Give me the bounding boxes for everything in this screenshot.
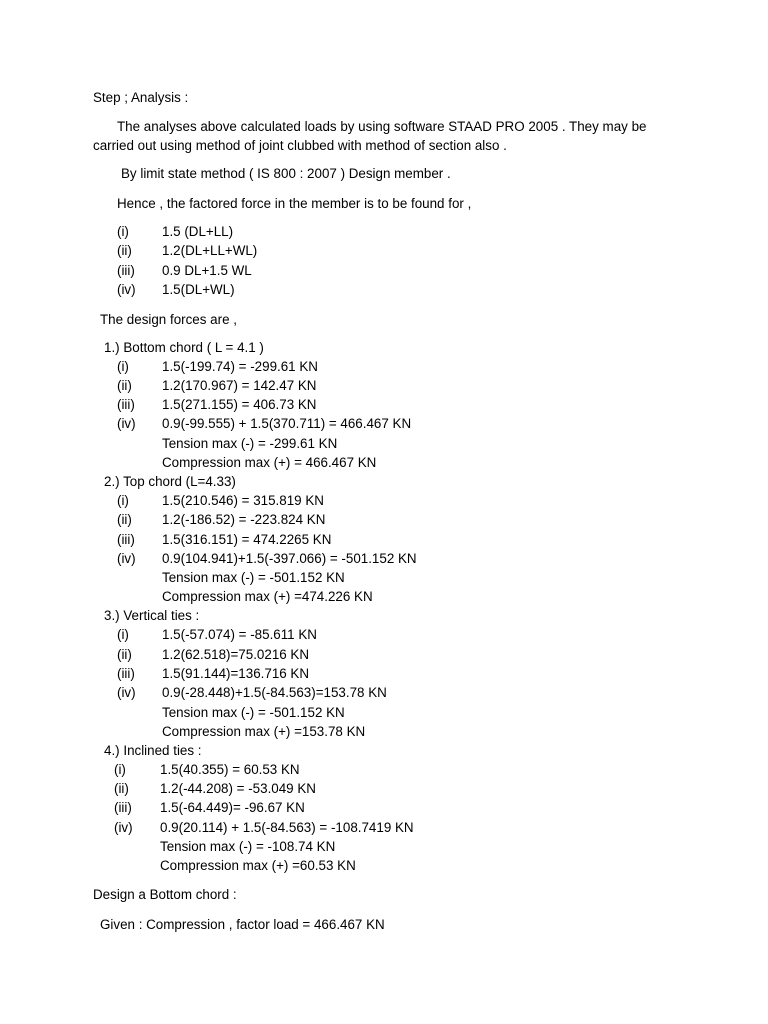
case-text: 1.5(-64.449)= -96.67 KN bbox=[160, 800, 305, 815]
case-number: (iii) bbox=[117, 532, 135, 547]
analysis-paragraph: The analyses above calculated loads by using software STAAD PRO 2005 . They may be carried out using method of joint clubbed with method of section also . bbox=[93, 119, 647, 153]
tension-max: Tension max (-) = -108.74 KN bbox=[160, 839, 336, 854]
case-text: 0.9(104.941)+1.5(-397.066) = -501.152 KN bbox=[162, 551, 417, 566]
load-combination-number: (ii) bbox=[117, 243, 132, 258]
case-number: (i) bbox=[114, 762, 126, 777]
case-number: (i) bbox=[117, 359, 129, 374]
given-line: Given : Compression , factor load = 466.467 KN bbox=[100, 917, 385, 932]
case-text: 1.2(170.967) = 142.47 KN bbox=[162, 378, 317, 393]
case-text: 0.9(-28.448)+1.5(-84.563)=153.78 KN bbox=[162, 685, 387, 700]
limit-state-line: By limit state method ( IS 800 : 2007 ) Design member . bbox=[121, 166, 451, 181]
member-title: 1.) Bottom chord ( L = 4.1 ) bbox=[104, 340, 264, 355]
load-combination-number: (iii) bbox=[117, 263, 135, 278]
case-number: (iv) bbox=[117, 551, 136, 566]
case-number: (i) bbox=[117, 627, 129, 642]
case-text: 0.9(20.114) + 1.5(-84.563) = -108.7419 KN bbox=[160, 820, 414, 835]
compression-max: Compression max (+) =153.78 KN bbox=[162, 724, 366, 739]
compression-max: Compression max (+) =60.53 KN bbox=[160, 858, 356, 873]
member-title: 2.) Top chord (L=4.33) bbox=[104, 474, 236, 489]
tension-max: Tension max (-) = -299.61 KN bbox=[162, 436, 338, 451]
case-number: (ii) bbox=[117, 647, 132, 662]
load-combination-text: 1.2(DL+LL+WL) bbox=[162, 243, 258, 258]
case-text: 0.9(-99.555) + 1.5(370.711) = 466.467 KN bbox=[162, 416, 412, 431]
case-number: (ii) bbox=[117, 378, 132, 393]
case-text: 1.2(-186.52) = -223.824 KN bbox=[162, 512, 326, 527]
step-heading: Step ; Analysis : bbox=[93, 90, 189, 105]
member-title: 3.) Vertical ties : bbox=[104, 608, 200, 623]
case-number: (iii) bbox=[117, 666, 135, 681]
design-forces-heading: The design forces are , bbox=[100, 312, 237, 327]
case-text: 1.5(40.355) = 60.53 KN bbox=[160, 762, 300, 777]
case-number: (ii) bbox=[114, 781, 129, 796]
case-text: 1.5(210.546) = 315.819 KN bbox=[162, 493, 324, 508]
tension-max: Tension max (-) = -501.152 KN bbox=[162, 705, 345, 720]
load-combination-text: 1.5 (DL+LL) bbox=[162, 224, 234, 239]
compression-max: Compression max (+) = 466.467 KN bbox=[162, 455, 377, 470]
load-combination-text: 0.9 DL+1.5 WL bbox=[162, 263, 252, 278]
case-number: (iv) bbox=[117, 685, 136, 700]
hence-line: Hence , the factored force in the member is to be found for , bbox=[117, 196, 472, 211]
case-text: 1.5(316.151) = 474.2265 KN bbox=[162, 532, 332, 547]
case-number: (i) bbox=[117, 493, 129, 508]
case-number: (iv) bbox=[117, 416, 136, 431]
case-number: (iii) bbox=[114, 800, 132, 815]
case-text: 1.5(-57.074) = -85.611 KN bbox=[162, 627, 317, 642]
case-number: (ii) bbox=[117, 512, 132, 527]
compression-max: Compression max (+) =474.226 KN bbox=[162, 589, 373, 604]
case-number: (iv) bbox=[114, 820, 133, 835]
case-number: (iii) bbox=[117, 397, 135, 412]
case-text: 1.2(62.518)=75.0216 KN bbox=[162, 647, 310, 662]
tension-max: Tension max (-) = -501.152 KN bbox=[162, 570, 345, 585]
case-text: 1.2(-44.208) = -53.049 KN bbox=[160, 781, 316, 796]
case-text: 1.5(91.144)=136.716 KN bbox=[162, 666, 310, 681]
case-text: 1.5(271.155) = 406.73 KN bbox=[162, 397, 317, 412]
design-heading: Design a Bottom chord : bbox=[93, 887, 237, 902]
load-combination-text: 1.5(DL+WL) bbox=[162, 282, 235, 297]
member-title: 4.) Inclined ties : bbox=[104, 743, 202, 758]
case-text: 1.5(-199.74) = -299.61 KN bbox=[162, 359, 318, 374]
load-combination-number: (i) bbox=[117, 224, 129, 239]
load-combination-number: (iv) bbox=[117, 282, 136, 297]
